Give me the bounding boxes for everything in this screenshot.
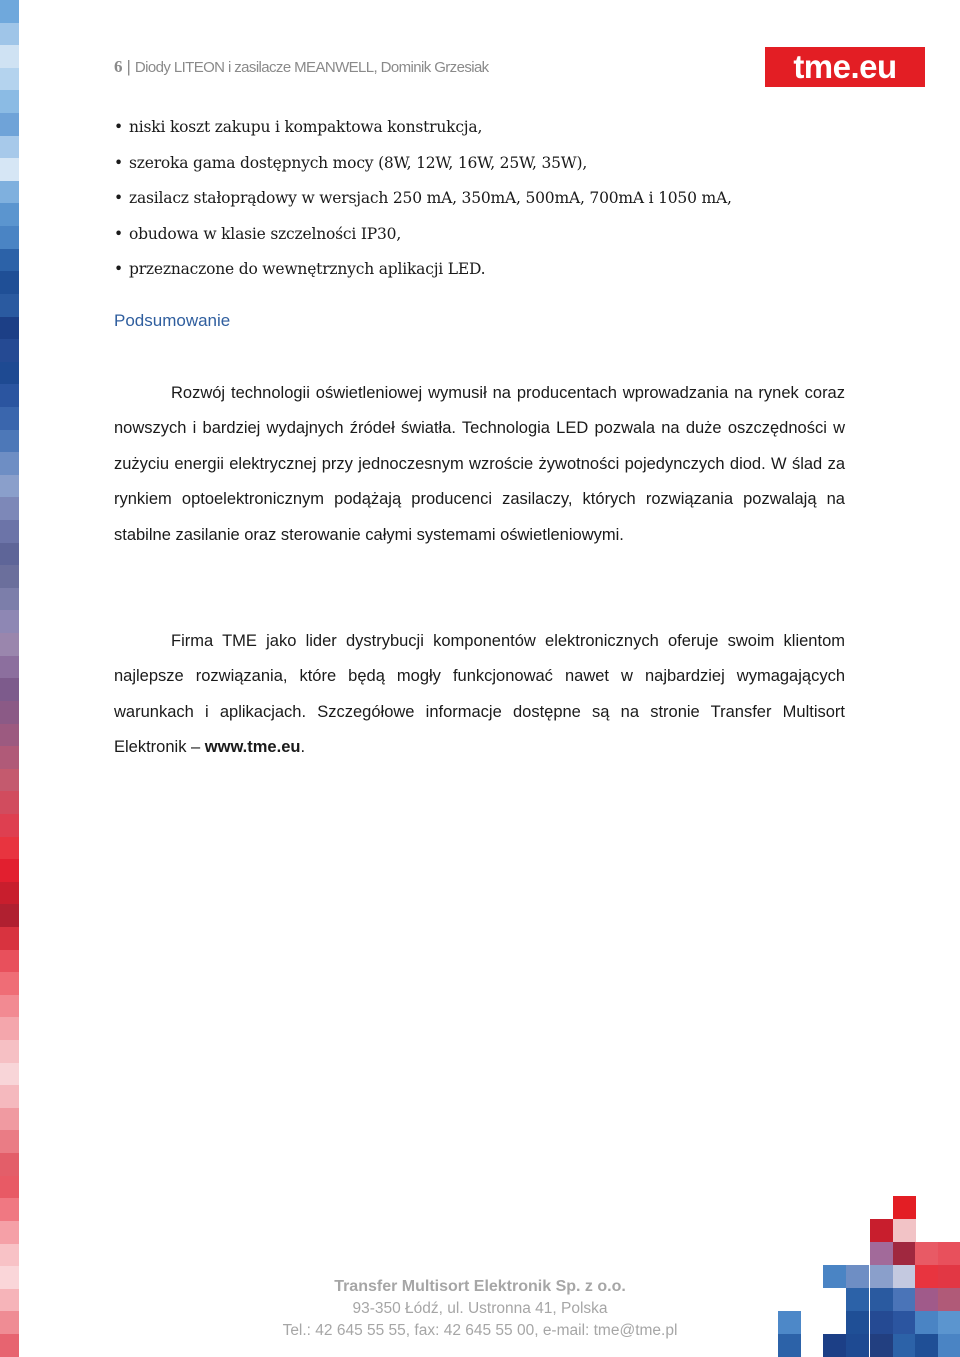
feature-list xyxy=(114,112,854,290)
strip-square xyxy=(0,407,19,430)
decorative-side-strip xyxy=(0,0,19,1357)
strip-square xyxy=(0,972,19,995)
strip-square xyxy=(0,1085,19,1108)
mosaic-square xyxy=(893,1242,916,1265)
strip-square xyxy=(0,791,19,814)
mosaic-square xyxy=(893,1196,916,1219)
strip-square xyxy=(0,1040,19,1063)
strip-square xyxy=(0,565,19,588)
strip-square xyxy=(0,339,19,362)
page-number: 6 xyxy=(114,57,123,76)
company-paragraph xyxy=(114,624,845,766)
section-heading: Podsumowanie xyxy=(114,311,231,330)
mosaic-square xyxy=(893,1219,916,1242)
summary-paragraph: Rozwój technologii oświetleniowej wymusił na producentach wprowadzania na rynek coraz nowszych i bardziej wydajnych źródeł światła. Technologia LED pozwala na duże oszczędności w zużyciu energii elektrycznej przy jednoczesnym wzroście żywotności pojedynczych diod. W ślad za rynkiem optoelektronicznym podążają producenci zasilaczy, których rozwiązania pozwalają na stabilne zasilanie oraz sterowanie całymi systemami oświetleniowymi. xyxy=(114,384,845,544)
footer-contact: Tel.: 42 645 55 55, fax: 42 645 55 00, e-mail: tme@tme.pl xyxy=(282,1322,678,1339)
list-item: • obudowa w klasie szczelności IP30, xyxy=(114,219,854,255)
footer-company: Transfer Multisort Elektronik Sp. z o.o. xyxy=(334,1278,626,1295)
strip-square xyxy=(0,158,19,181)
strip-square xyxy=(0,226,19,249)
strip-square xyxy=(0,90,19,113)
bullet-icon: • xyxy=(114,260,123,278)
strip-square xyxy=(0,950,19,973)
strip-square xyxy=(0,475,19,498)
strip-square xyxy=(0,384,19,407)
footer-address: 93-350 Łódź, ul. Ustronna 41, Polska xyxy=(352,1300,608,1317)
strip-square xyxy=(0,701,19,724)
strip-square xyxy=(0,995,19,1018)
list-item: • zasilacz stałoprądowy w wersjach 250 mA, 350mA, 500mA, 700mA i 1050 mA, xyxy=(114,183,854,219)
strip-square xyxy=(0,294,19,317)
strip-square xyxy=(0,1108,19,1131)
tme-logo: tme.eu xyxy=(765,47,925,87)
strip-square xyxy=(0,113,19,136)
bullet-icon: • xyxy=(114,153,123,172)
company-paragraph-text: Firma TME jako lider dystrybucji komponentów elektronicznych oferuje swoim klientom najlepsze rozwiązania, które będą mogły funkcjonować nawet w najbardziej wymagających warunkach i aplikacjach. Szczegółowe informacje dostępne są na stronie Transfer Multisort Elektronik – xyxy=(114,632,845,757)
website-link[interactable]: www.tme.eu xyxy=(204,738,301,757)
strip-square xyxy=(0,1221,19,1244)
strip-square xyxy=(0,520,19,543)
strip-square xyxy=(0,1153,19,1176)
strip-square xyxy=(0,882,19,905)
strip-square xyxy=(0,271,19,294)
strip-square xyxy=(0,203,19,226)
list-item: • szeroka gama dostępnych mocy (8W, 12W, 16W, 25W, 35W), xyxy=(114,148,854,184)
header-separator: | xyxy=(126,57,131,76)
mosaic-square xyxy=(870,1242,893,1265)
strip-square xyxy=(0,45,19,68)
strip-square xyxy=(0,249,19,272)
strip-square xyxy=(0,68,19,91)
list-item: • przeznaczone do wewnętrznych aplikacji LED. xyxy=(114,254,854,290)
strip-square xyxy=(0,610,19,633)
strip-square xyxy=(0,430,19,453)
strip-square xyxy=(0,452,19,475)
mosaic-square xyxy=(870,1219,893,1242)
strip-square xyxy=(0,678,19,701)
strip-square xyxy=(0,724,19,747)
mosaic-square xyxy=(938,1242,960,1265)
bullet-icon: • xyxy=(114,118,123,136)
strip-square xyxy=(0,859,19,882)
strip-square xyxy=(0,1017,19,1040)
strip-square xyxy=(0,362,19,385)
strip-square xyxy=(0,136,19,159)
mosaic-square xyxy=(915,1242,938,1265)
strip-square xyxy=(0,633,19,656)
strip-square xyxy=(0,181,19,204)
strip-square xyxy=(0,927,19,950)
company-paragraph-end: . xyxy=(300,738,306,757)
strip-square xyxy=(0,1130,19,1153)
bullet-icon: • xyxy=(114,224,123,243)
strip-square xyxy=(0,1176,19,1199)
strip-square xyxy=(0,1063,19,1086)
list-item: • niski koszt zakupu i kompaktowa konstrukcja, xyxy=(114,112,854,148)
strip-square xyxy=(0,317,19,340)
strip-square xyxy=(0,1198,19,1221)
page-header xyxy=(114,55,489,79)
strip-square xyxy=(0,769,19,792)
strip-square xyxy=(0,543,19,566)
strip-square xyxy=(0,0,19,23)
strip-square xyxy=(0,814,19,837)
strip-square xyxy=(0,837,19,860)
header-title: Diody LITEON i zasilacze MEANWELL, Dominik Grzesiak xyxy=(134,58,489,76)
strip-square xyxy=(0,23,19,46)
strip-square xyxy=(0,746,19,769)
strip-square xyxy=(0,656,19,679)
bullet-icon: • xyxy=(114,189,123,207)
strip-square xyxy=(0,904,19,927)
strip-square xyxy=(0,588,19,611)
strip-square xyxy=(0,1244,19,1267)
strip-square xyxy=(0,497,19,520)
